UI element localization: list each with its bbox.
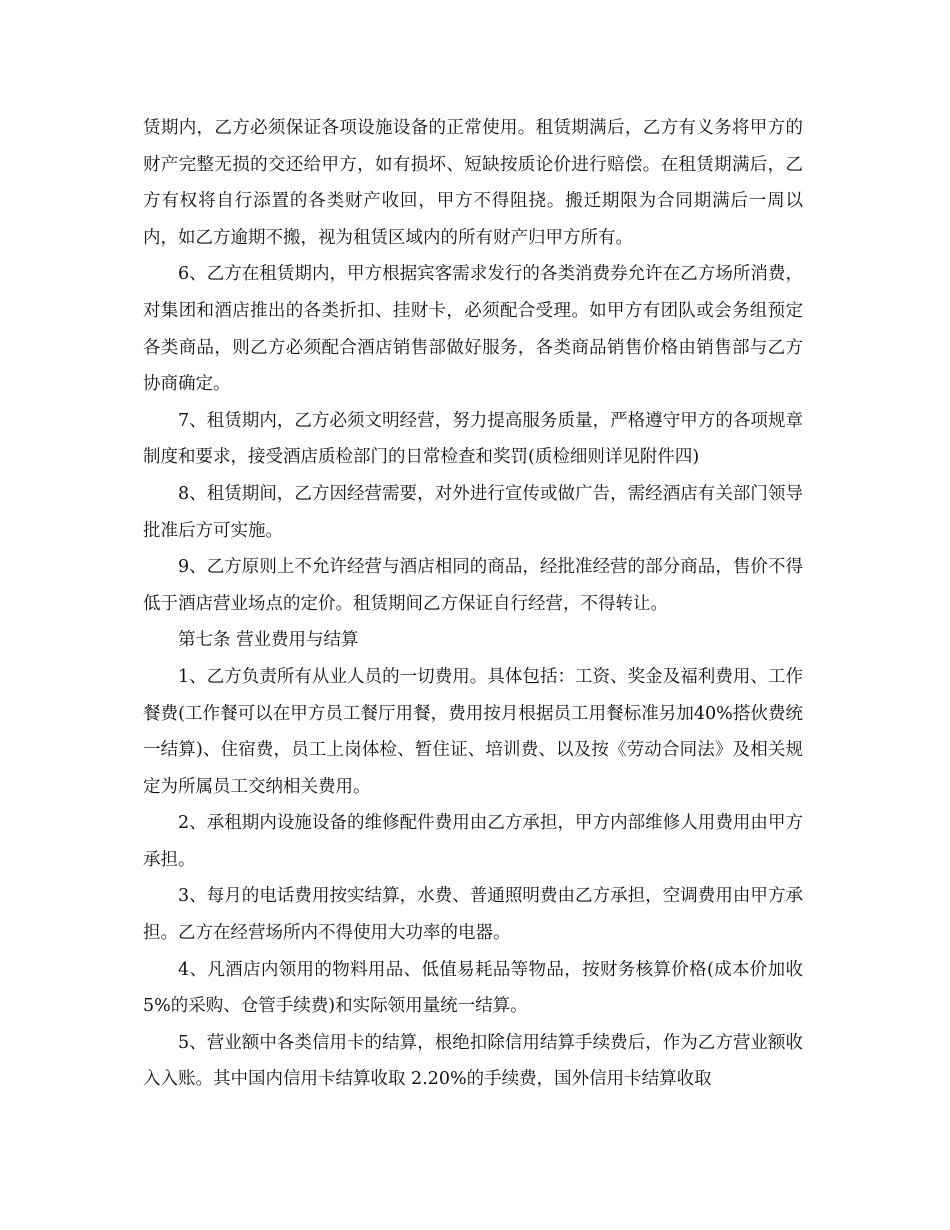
document-page (143, 110, 803, 1098)
paragraph-fee-item-2-maintenance: 2、承租期内设施设备的维修配件费用由乙方承担，甲方内部维修人用费用由甲方承担。 (143, 813, 803, 870)
paragraph-fee-item-5-credit-cards: 5、营业额中各类信用卡的结算，根绝扣除信用结算手续费后，作为乙方营业额收入入账。其中国内信用卡结算收取 2.20%的手续费，国外信用卡结算收取 (143, 1032, 803, 1090)
paragraph-item-8-advertising: 8、租赁期间，乙方因经营需要，对外进行宣传或做广告，需经酒店有关部门领导批准后方可实施。 (143, 483, 803, 541)
paragraph-item-9-goods: 9、乙方原则上不允许经营与酒店相同的商品，经批准经营的部分商品，售价不得低于酒店营业场点的定价。租赁期间乙方保证自行经营，不得转让。 (143, 557, 803, 614)
paragraph-lease-end-property: 赁期内，乙方必须保证各项设施设备的正常使用。租赁期满后，乙方有义务将甲方的财产完整无损的交还给甲方，如有损坏、短缺按质论价进行赔偿。在租赁期满后，乙方有权将自行添置的各类财产收回，甲方不得阻挠。搬迁期限为合同期满后一周以内，如乙方逾期不搬，视为租赁区域内的所有财产归甲方所有。 (143, 118, 803, 248)
paragraph-fee-item-1-staff: 1、乙方负责所有从业人员的一切费用。具体包括：工资、奖金及福利费用、工作餐费(工作餐可以在甲方员工餐厅用餐，费用按月根据员工用餐标准另加40%搭伙费统一结算)、住宿费，员工上岗体检、暂住证、培训费、以及按《劳动合同法》及相关规定为所属员工交纳相关费用。 (143, 666, 803, 797)
paragraph-fee-item-4-supplies: 4、凡酒店内领用的物料用品、低值易耗品等物品，按财务核算价格(成本价加收 5%的采购、仓管手续费)和实际领用量统一结算。 (143, 959, 803, 1017)
paragraph-item-7-civil-operation: 7、租赁期内，乙方必须文明经营，努力提高服务质量，严格遵守甲方的各项规章制度和要求，接受酒店质检部门的日常检查和奖罚(质检细则详见附件四) (143, 410, 803, 468)
paragraph-item-6-vouchers: 6、乙方在租赁期内，甲方根据宾客需求发行的各类消费券允许在乙方场所消费，对集团和酒店推出的各类折扣、挂财卡，必须配合受理。如甲方有团队或会务组预定各类商品，则乙方必须配合酒店销售部做好服务，各类商品销售价格由销售部与乙方协商确定。 (143, 264, 803, 395)
paragraph-fee-item-3-utilities: 3、每月的电话费用按实结算，水费、普通照明费由乙方承担，空调费用由甲方承担。乙方在经营场所内不得使用大功率的电器。 (143, 886, 803, 944)
section-heading-article-7: 第七条 营业费用与结算 (178, 630, 359, 651)
